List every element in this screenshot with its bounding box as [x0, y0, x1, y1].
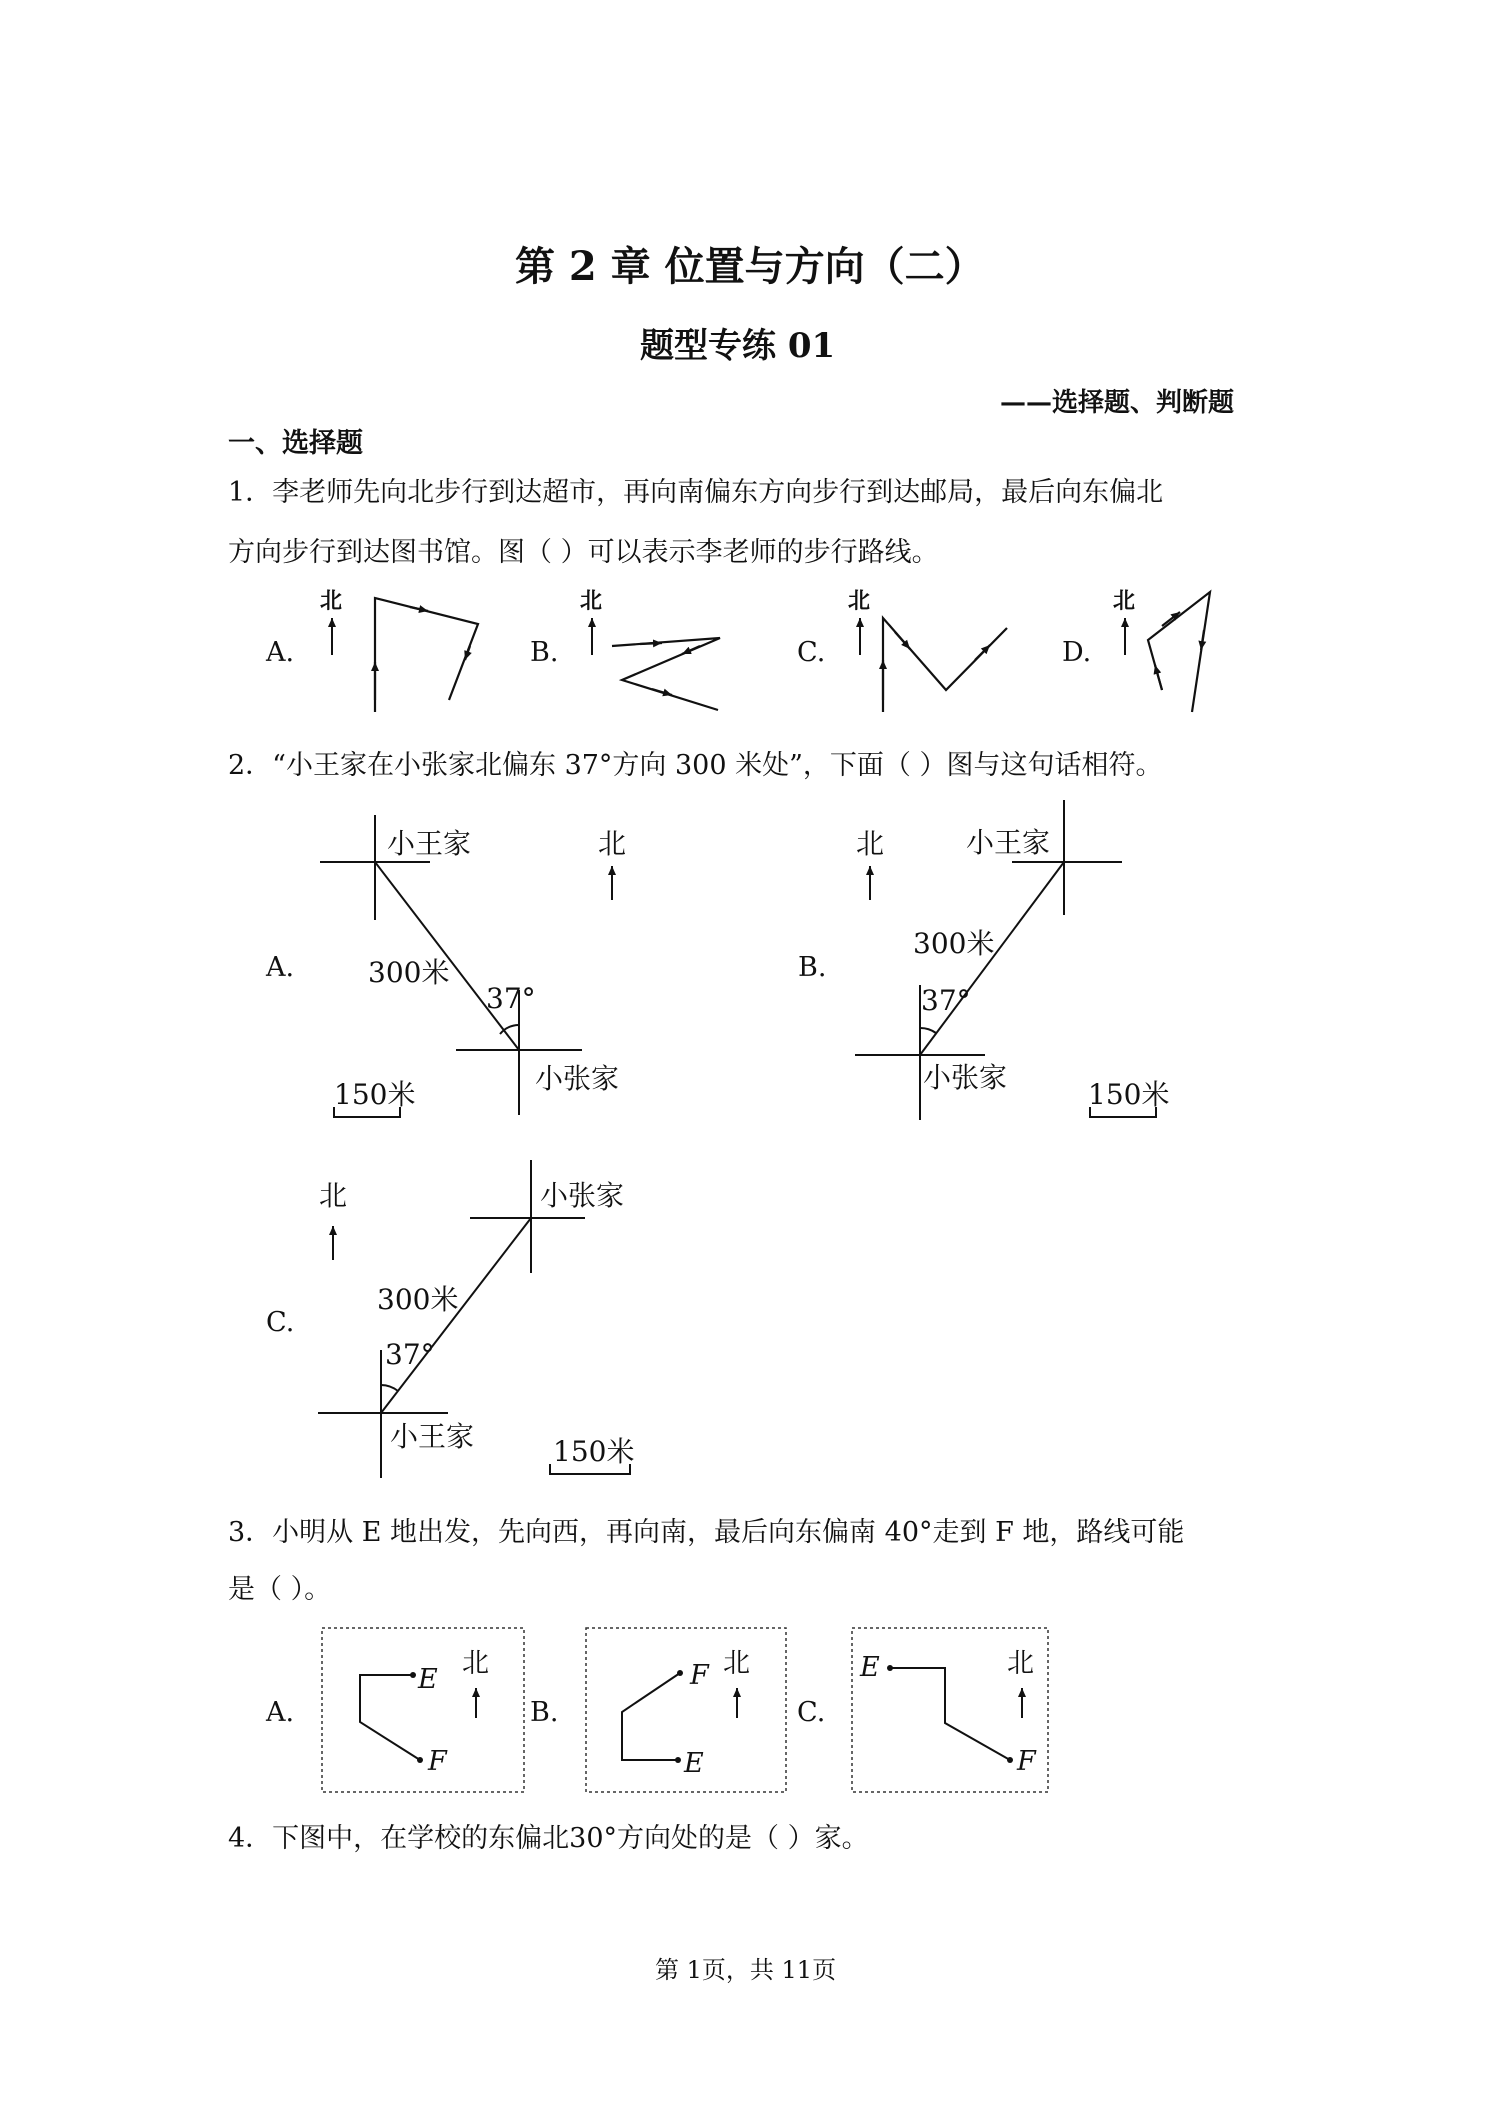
page-subtitle: 题型专练 01	[640, 326, 836, 366]
q2-option-b-label: B.	[798, 952, 827, 983]
q3b-e-label: E	[684, 1748, 704, 1779]
q2a-distance-label: 300米	[368, 956, 450, 989]
q2a-scale-label: 150米	[334, 1078, 416, 1111]
q2c-angle-label: 37°	[385, 1338, 435, 1371]
page-title: 第 2 章 位置与方向（二）	[515, 243, 985, 290]
question-3-line-2: 是（ ）。	[228, 1574, 332, 1605]
question-4-text: 4．下图中，在学校的东偏北30°方向处的是（ ）家。	[228, 1823, 869, 1854]
q2-option-a-label: A.	[266, 952, 295, 983]
q2b-angle-label: 37°	[921, 984, 971, 1017]
page-footer: 第 1页，共 11页	[655, 1956, 837, 1984]
question-1-line-1: 1．李老师先向北步行到达超市，再向南偏东方向步行到达邮局，最后向东偏北	[228, 477, 1164, 508]
q1c-north-label: 北	[848, 588, 871, 614]
q2b-distance-label: 300米	[913, 927, 995, 960]
q3c-e-label: E	[860, 1652, 880, 1683]
q2a-north-label: 北	[598, 827, 627, 860]
q1-option-b-label: B.	[530, 637, 559, 668]
q2b-north-label: 北	[856, 827, 885, 860]
q3a-north-label: 北	[462, 1648, 489, 1679]
question-1-line-2: 方向步行到达图书馆。图（ ）可以表示李老师的步行路线。	[228, 537, 939, 568]
q2c-scale-label: 150米	[553, 1435, 635, 1468]
q3a-box	[322, 1628, 524, 1792]
q2-option-c-label: C.	[266, 1307, 295, 1338]
q3b-north-label: 北	[723, 1648, 750, 1679]
question-type-note: ——选择题、判断题	[1000, 388, 1235, 418]
q1a-north-label: 北	[320, 588, 343, 614]
q2a-angle-label: 37°	[486, 982, 536, 1015]
q2a-wang-label: 小王家	[387, 827, 472, 860]
q1d-north-label: 北	[1113, 588, 1136, 614]
question-3-line-1: 3．小明从 E 地出发，先向西，再向南，最后向东偏南 40°走到 F 地，路线可能	[228, 1517, 1185, 1548]
q3a-e-label: E	[418, 1664, 438, 1695]
q2b-zhang-label: 小张家	[923, 1061, 1008, 1094]
q3-option-b-label: B.	[530, 1697, 559, 1728]
q1-option-c-label: C.	[797, 637, 826, 668]
q3-option-a-label: A.	[266, 1697, 295, 1728]
question-2-text: 2．“小王家在小张家北偏东 37°方向 300 米处”，下面（ ）图与这句话相符。	[228, 750, 1163, 781]
q2b-wang-label: 小王家	[966, 826, 1051, 859]
q2c-north-label: 北	[319, 1179, 348, 1212]
q3-option-c-label: C.	[797, 1697, 826, 1728]
q1b-north-label: 北	[580, 588, 603, 614]
q3b-f-label: F	[690, 1660, 709, 1691]
q1-option-a-label: A.	[266, 637, 295, 668]
q2c-zhang-label: 小张家	[540, 1179, 625, 1212]
q3b-route	[622, 1673, 737, 1760]
q3c-route	[890, 1668, 1022, 1760]
q2c-wang-label: 小王家	[390, 1420, 475, 1453]
q3c-f-label: F	[1017, 1746, 1036, 1777]
q2a-zhang-label: 小张家	[535, 1062, 620, 1095]
section-title: 一、选择题	[228, 428, 363, 459]
q2c-distance-label: 300米	[377, 1283, 459, 1316]
q2b-scale-label: 150米	[1088, 1078, 1170, 1111]
q1-option-d-label: D.	[1062, 637, 1092, 668]
q3a-f-label: F	[428, 1746, 447, 1777]
q3c-north-label: 北	[1007, 1648, 1034, 1679]
